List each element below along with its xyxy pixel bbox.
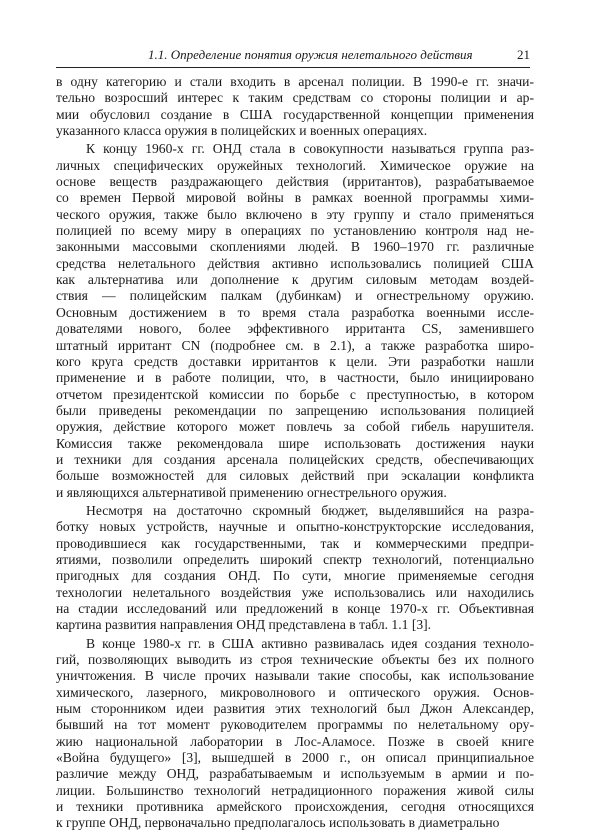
text-line: К концу 1960-х гг. ОНД стала в совокупности называться группа раз- (86, 141, 534, 157)
text-line: тельно возросший интерес к таким средствам со стороны полиции и ар- (56, 90, 534, 106)
text-line: и техники противника армейского происхождения, сегодня относящихся (56, 799, 534, 815)
header-rule (56, 67, 530, 68)
text-line: средства нелетального действия активно использовались полицией США (56, 255, 534, 271)
text-line: ческого оружия, также было включено в эту группу и стало применяться (56, 206, 534, 222)
text-line: законными массовыми скоплениями людей. В 1960–1970 гг. различные (56, 239, 534, 255)
text-line: В конце 1980-х гг. в США активно развивалась идея создания техноло- (86, 635, 534, 651)
text-line: пригодных для создания ОНД. По сути, многие применяемые сегодня (56, 568, 534, 584)
text-line: кого круга средств доставки ирритантов к цели. Эти разработки нашли (56, 353, 534, 369)
page-number: 21 (517, 47, 530, 62)
text-line: лиции. Большинство технологий нетрадиционного поражения живой силы (56, 782, 534, 798)
text-line: отчетом президентской комиссии по борьбе с преступностью, в котором (56, 386, 534, 402)
text-line: к группе ОНД, первоначально предполагалось использовать в диаметрально (56, 815, 500, 831)
text-line: дователями нового, более эффективного ирританта CS, заменившего (56, 321, 534, 337)
text-line: штатный ирритант CN (подробнее см. в 2.1), а также разработка широ- (56, 337, 534, 353)
text-line: гий, позволяющих выводить из строя технические объекты без их полного (56, 652, 534, 668)
text-line: мии обусловил создание в США государственной концепции применения (56, 106, 534, 122)
text-line: уничтожения. В числе прочих называли такие способы, как использование (56, 668, 534, 684)
running-header (56, 46, 530, 64)
text-line: Основным достижением в то время стала разработка военными иссле- (56, 304, 534, 320)
text-line: в одну категорию и стали входить в арсенал полиции. В 1990-е гг. значи- (56, 74, 534, 89)
text-line: ботку новых устройств, научные и опытно-конструкторские исследования, (56, 519, 534, 535)
text-line: и являющихся альтернативой применению огнестрельного оружия. (56, 484, 447, 500)
text-line: проводившиеся как государственными, так и коммерческими предпри- (56, 535, 534, 551)
paragraph (56, 503, 534, 634)
text-line: личных специфических оружейных технологий. Химическое оружие на (56, 157, 534, 173)
text-line: оружия, действие которого может повлечь за собой гибель нарушителя. (56, 419, 534, 435)
text-line: различие между ОНД, разрабатываемым и используемым в армии и по- (56, 766, 534, 782)
text-line: жию национальной лаборатории в Лос-Аламосе. Позже в своей книге (56, 733, 534, 749)
text-line: химического, лазерного, микроволнового и оптического оружия. Основ- (56, 684, 534, 700)
text-line: со времен Первой мировой войны в рамках военной программы хими- (56, 190, 534, 206)
paragraph (56, 636, 534, 832)
text-line: картина развития направления ОНД представлена в табл. 1.1 [3]. (56, 617, 432, 633)
text-line: Несмотря на достаточно скромный бюджет, выделявшийся на разра- (86, 502, 534, 518)
text-line: были приведены рекомендации по запрещению использования полицией (56, 402, 534, 418)
paragraph (56, 74, 534, 139)
text-line: больше возможностей для силовых действий при эскалации конфликта (56, 468, 534, 484)
text-line: Комиссия также рекомендовала шире использовать достижения науки (56, 435, 534, 451)
text-line: применение и в работе полиции, что, в частности, было инициировано (56, 370, 534, 386)
running-title: 1.1. Определение понятия оружия нелетального действия (148, 47, 473, 62)
text-line: полицией по всему миру в операциях по установлению контроля над не- (56, 223, 534, 239)
text-line: бывший на тот момент руководителем программы по нелетальному ору- (56, 717, 534, 733)
paragraph (56, 141, 534, 501)
text-line: «Война будущего» [3], вышедшей в 2000 г., он описал принципиальное (56, 750, 534, 766)
text-line: как альтернатива или дополнение к другим силовым методам воздей- (56, 272, 534, 288)
text-line: ным сторонником идеи развития этих технологий был Джон Александер, (56, 701, 534, 717)
text-line: ятиями, позволили определить широкий спектр технологий, потенциально (56, 551, 534, 567)
text-line: указанного класса оружия в полицейских и военных операциях. (56, 123, 428, 139)
text-line: на стадии исследований или предложений в конце 1970-х гг. Объективная (56, 601, 534, 616)
text-line: основе веществ раздражающего действия (ирритантов), разрабатываемое (56, 174, 534, 190)
text-line: и техники для создания арсенала полицейских средств, обеспечивающих (56, 451, 534, 467)
text-line: технологии нелетального воздействия уже использовались или находились (56, 584, 534, 600)
body-text (56, 74, 534, 834)
text-line: ствия — полицейским палкам (дубинкам) и огнестрельному оружию. (56, 288, 534, 304)
